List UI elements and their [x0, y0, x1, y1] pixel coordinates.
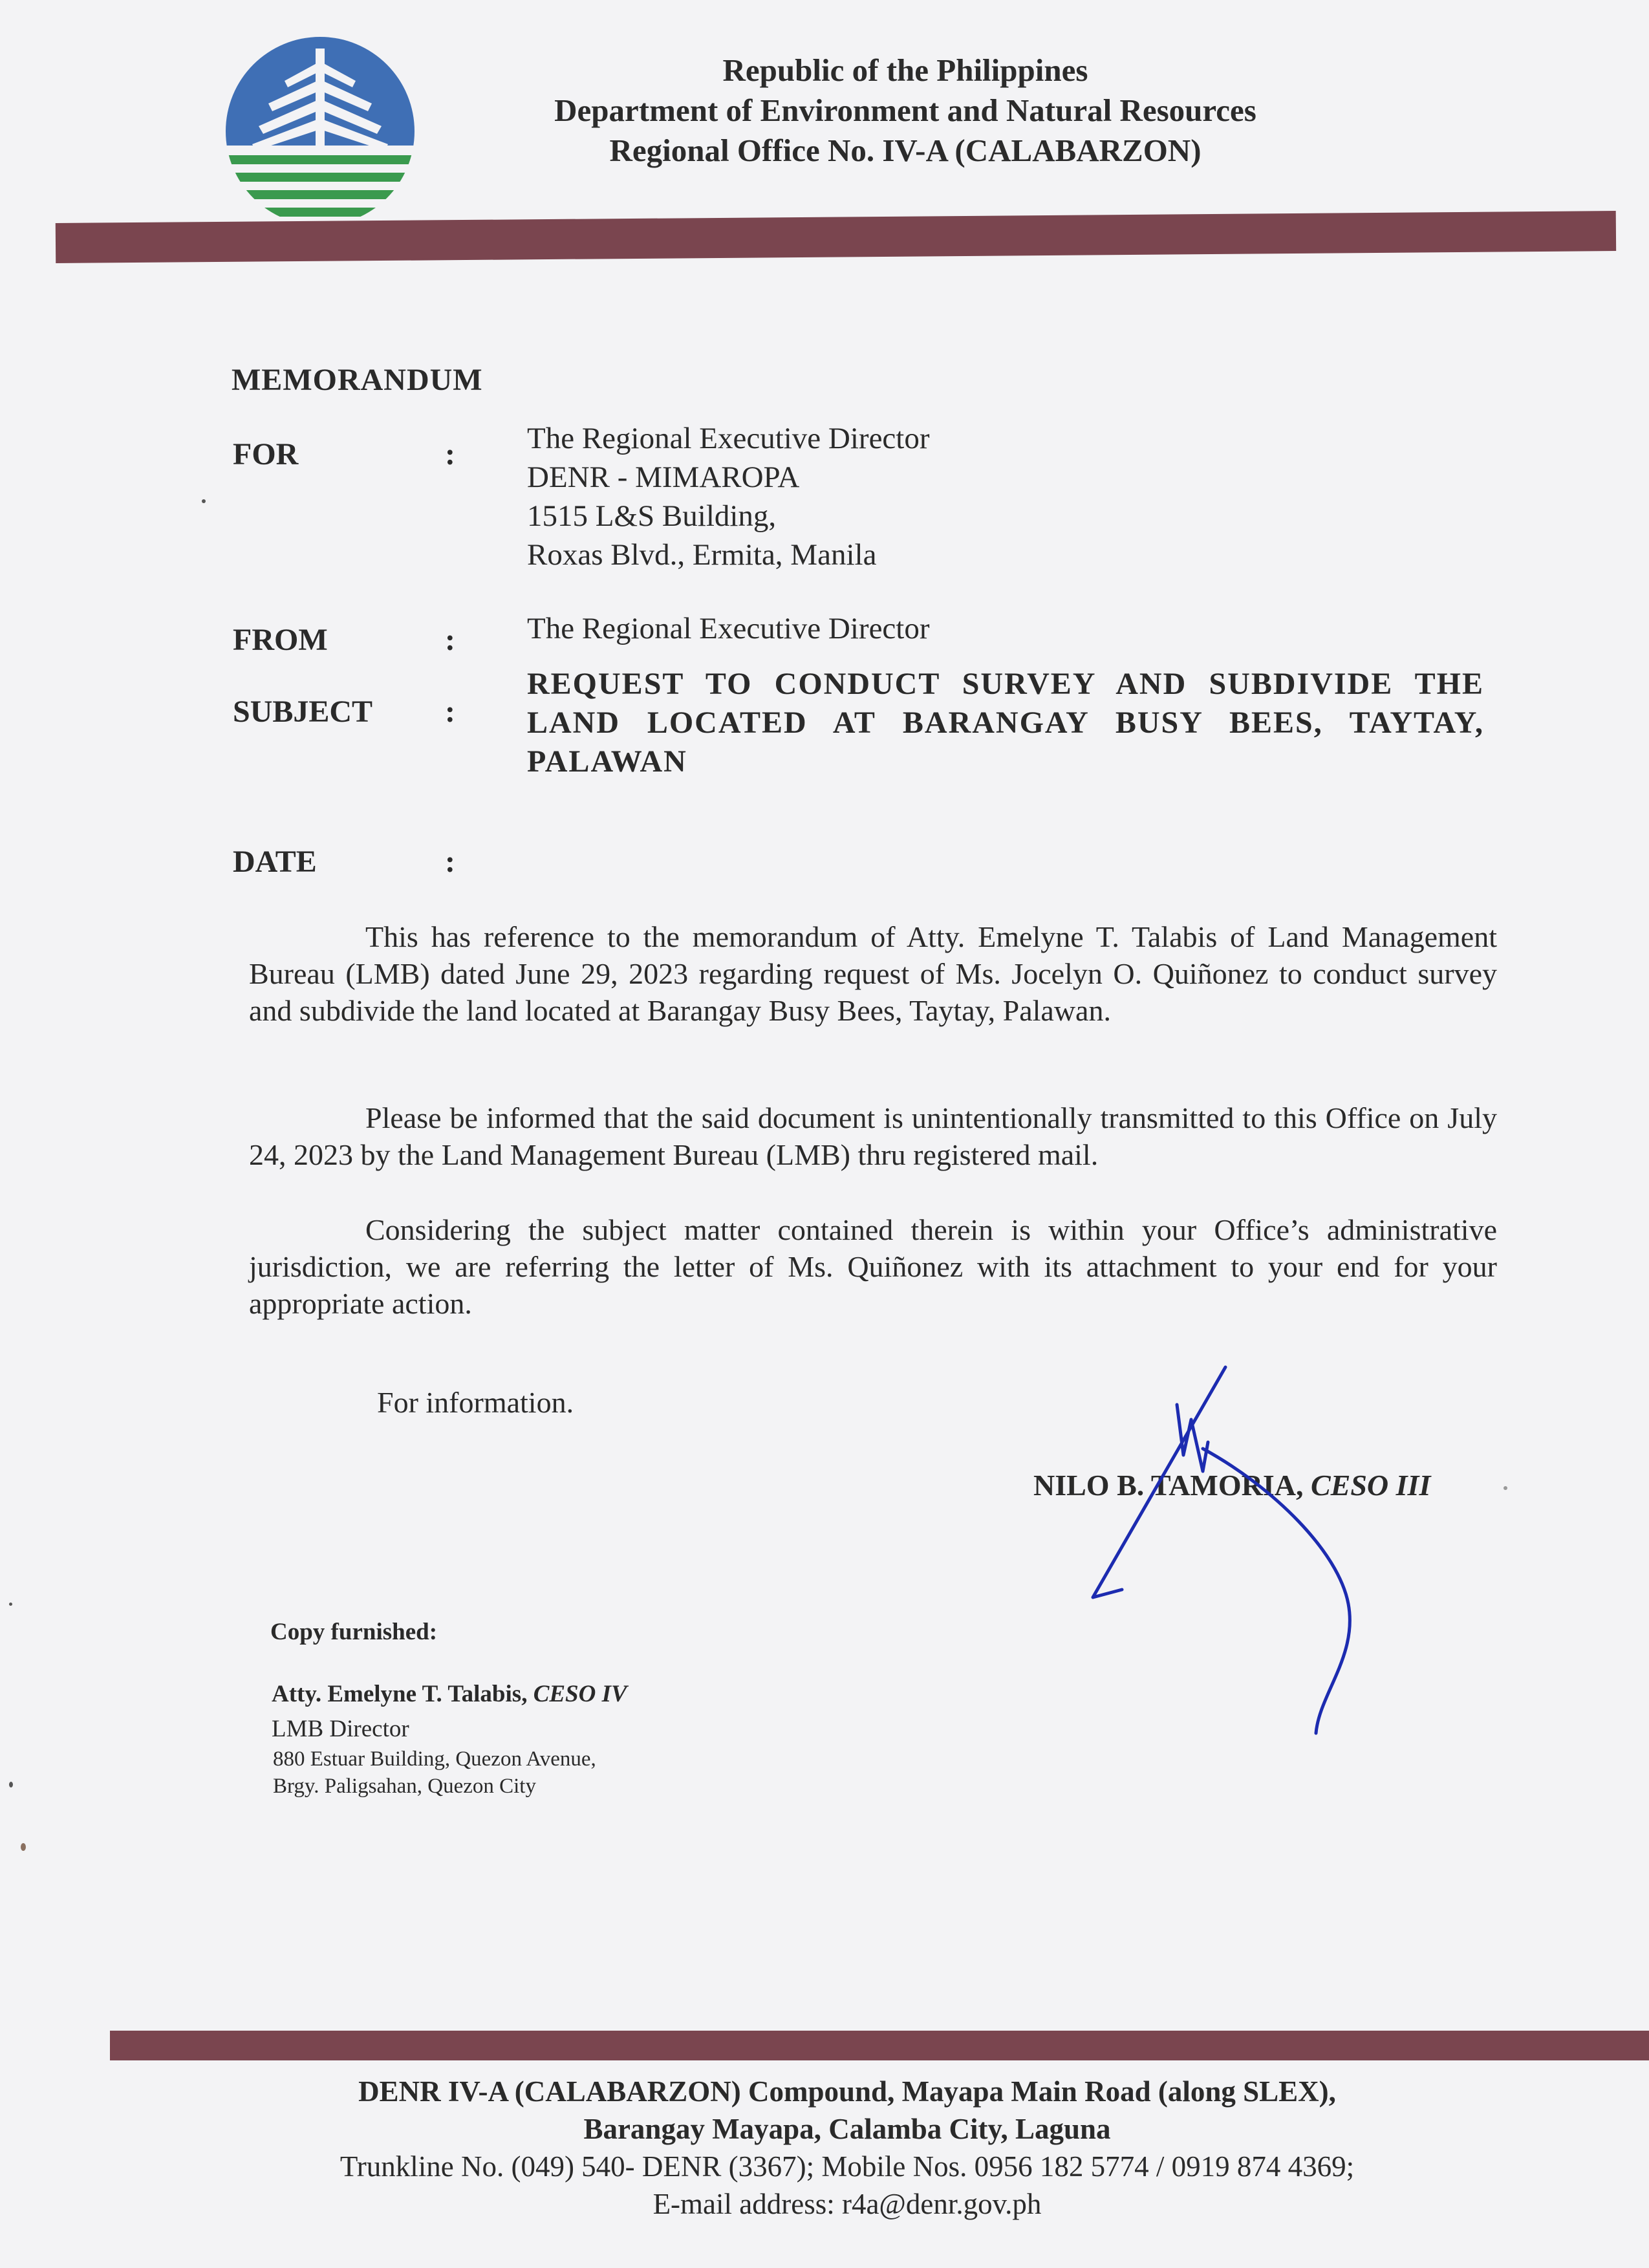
signatory-name-text: NILO B. TAMORIA, [1033, 1469, 1304, 1502]
letterhead-line-2: Department of Environment and Natural Resources [554, 92, 1256, 128]
footer [194, 2073, 1500, 2223]
from-colon: : [445, 623, 455, 657]
for-recipient [527, 419, 930, 574]
letterhead-line-1: Republic of the Philippines [722, 52, 1088, 88]
for-line-2: DENR - MIMAROPA [527, 460, 800, 494]
copy-furnished-position: LMB Director [272, 1716, 409, 1742]
body-paragraph-1 [249, 918, 1497, 1029]
date-label: DATE [233, 845, 317, 879]
footer-line-3: Trunkline No. (049) 540- DENR (3367); Mobile Nos. 0956 182 5774 / 0919 874 4369; [339, 2150, 1355, 2183]
scan-speck [9, 1603, 12, 1606]
footer-rule [110, 2031, 1649, 2060]
for-line-4: Roxas Blvd., Ermita, Manila [527, 538, 877, 572]
copy-furnished-address-2: Brgy. Paligsahan, Quezon City [273, 1775, 536, 1798]
date-colon: : [445, 845, 455, 879]
scan-speck [9, 1782, 13, 1787]
copy-furnished-title: Copy furnished: [270, 1619, 438, 1645]
copy-furnished-name-text: Atty. Emelyne T. Talabis, [272, 1681, 528, 1707]
copy-furnished-name-title: CESO IV [533, 1681, 627, 1707]
subject-colon: : [445, 695, 455, 729]
copy-furnished-address-1: 880 Estuar Building, Quezon Avenue, [273, 1747, 596, 1771]
scan-speck [21, 1843, 26, 1851]
letterhead-line-3: Regional Office No. IV-A (CALABARZON) [609, 133, 1202, 168]
body-paragraph-2-text: Please be informed that the said document is unintentionally transmitted to this Office on July 24, 2023 by the Land Management Bureau (LMB) thru registered mail. [249, 1101, 1497, 1171]
copy-furnished-name [272, 1680, 627, 1708]
for-line-1: The Regional Executive Director [527, 422, 930, 455]
letterhead [453, 50, 1358, 171]
body-paragraph-4-text: For information. [377, 1386, 574, 1419]
memo-title: MEMORANDUM [232, 363, 483, 397]
from-label: FROM [233, 623, 328, 657]
body-paragraph-1-text: This has reference to the memorandum of Atty. Emelyne T. Talabis of Land Management Bureau (LMB) dated June 29, 2023 regarding request of Ms. Jocelyn O. Quiñonez to conduct survey and subdivide the land located at Barangay Busy Bees, Taytay, Palawan. [249, 920, 1497, 1027]
body-paragraph-3 [249, 1211, 1497, 1322]
for-colon: : [445, 437, 455, 471]
footer-line-2: Barangay Mayapa, Calamba City, Laguna [583, 2113, 1111, 2145]
for-line-3: 1515 L&S Building, [527, 499, 777, 533]
from-value: The Regional Executive Director [527, 612, 930, 645]
denr-logo [223, 36, 417, 226]
scan-speck [202, 499, 206, 503]
subject-label: SUBJECT [233, 695, 373, 729]
footer-line-1: DENR IV-A (CALABARZON) Compound, Mayapa Main Road (along SLEX), [358, 2075, 1336, 2108]
handwritten-signature [989, 1358, 1358, 1746]
footer-line-4: E-mail address: r4a@denr.gov.ph [652, 2188, 1042, 2220]
body-paragraph-2 [249, 1099, 1497, 1173]
signatory-title: CESO III [1310, 1469, 1431, 1502]
subject-value: REQUEST TO CONDUCT SURVEY AND SUBDIVIDE THE LAND LOCATED AT BARANGAY BUSY BEES, TAYTAY, PALAWAN [527, 667, 1484, 779]
scan-speck [1503, 1486, 1507, 1490]
for-label: FOR [233, 437, 299, 471]
body-paragraph-3-text: Considering the subject matter contained therein is within your Office’s administrative jurisdiction, we are referring the letter of Ms. Quiñonez with its attachment to your end for your appropriate action. [249, 1213, 1497, 1320]
